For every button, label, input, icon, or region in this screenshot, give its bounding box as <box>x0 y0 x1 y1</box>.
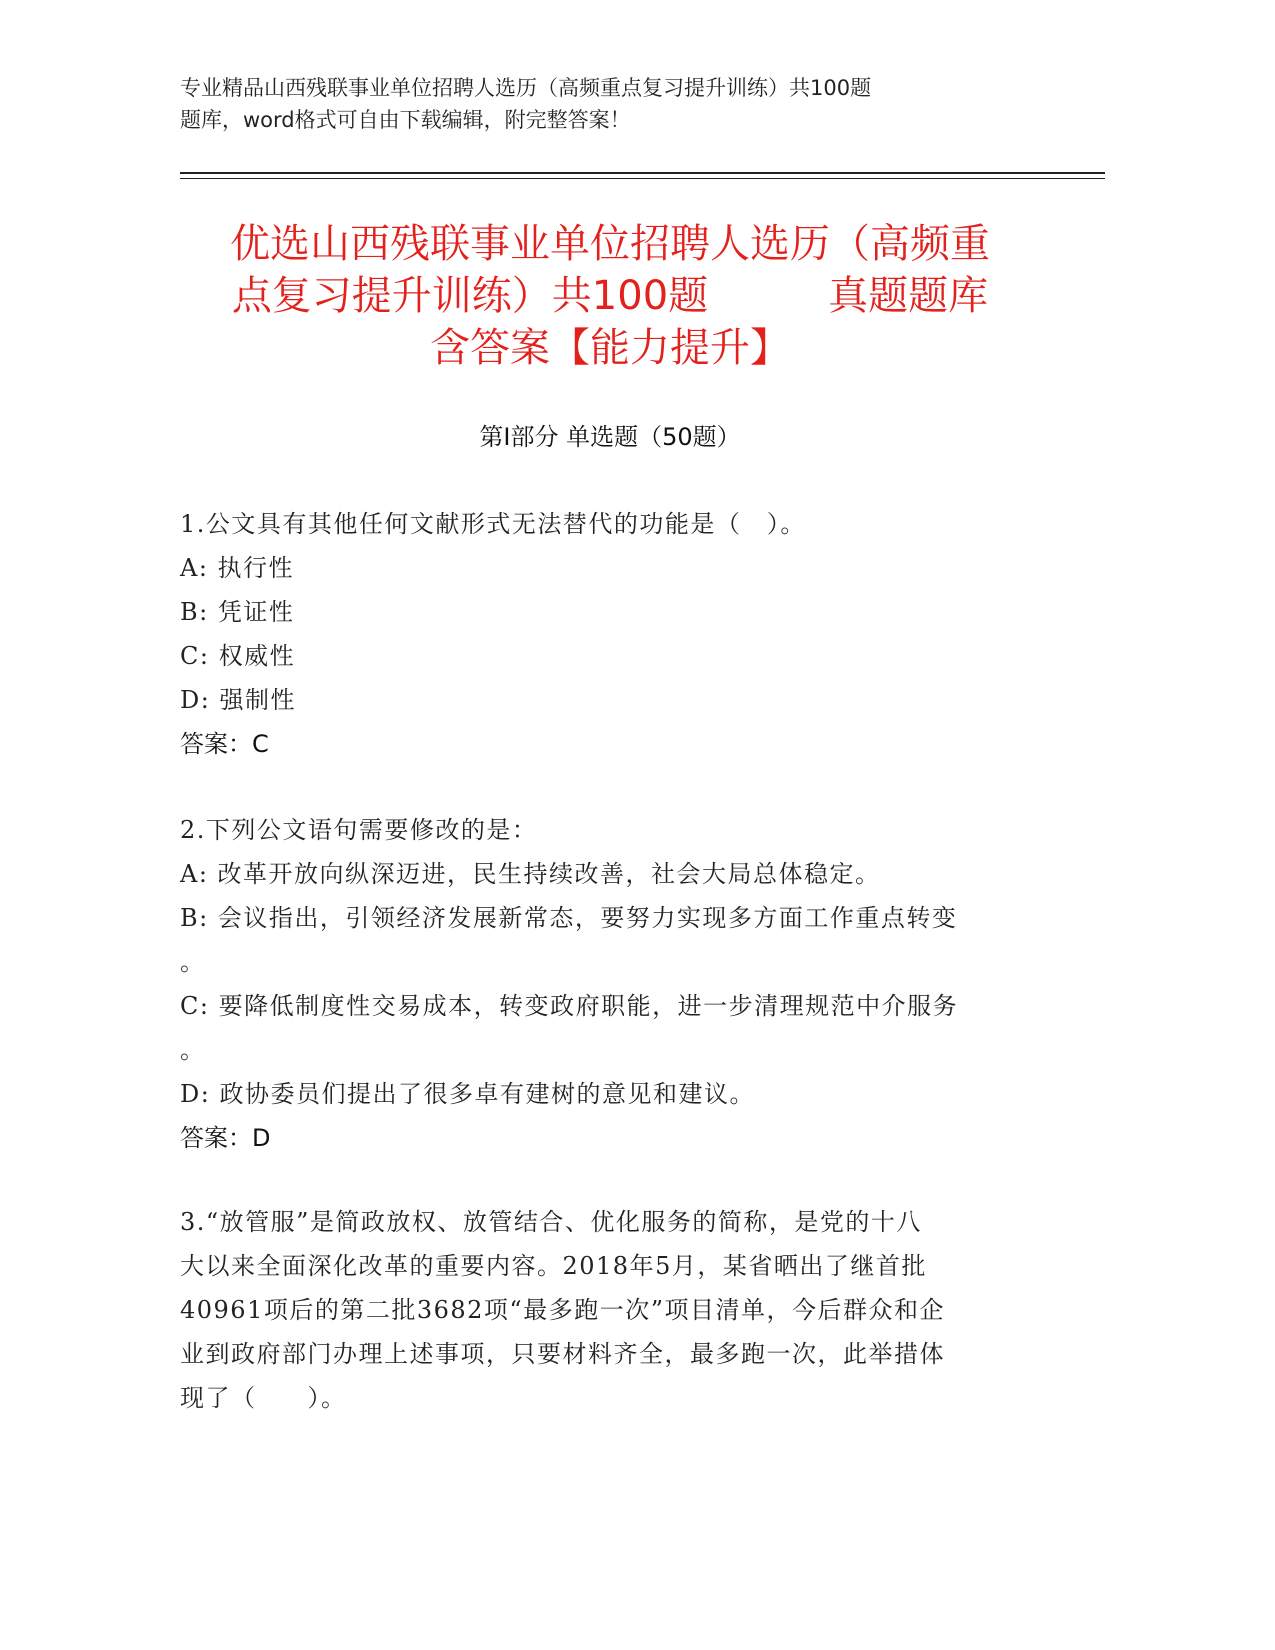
title-line-2-part-1: 点复习提升训练）共100题 <box>231 273 709 319</box>
title-line-1: 优选山西残联事业单位招聘人选历（高频重 <box>230 221 990 267</box>
question-2-stem: 2.下列公文语句需要修改的是： <box>180 816 538 844</box>
header-note-line-1: 专业精品山西残联事业单位招聘人选历（高频重点复习提升训练）共100题 <box>180 76 872 100</box>
question-1-option-c: C: 权威性 <box>180 642 296 670</box>
question-3 <box>180 1200 1030 1420</box>
header-note-line-2: 题库，word格式可自由下载编辑，附完整答案！ <box>180 108 631 132</box>
question-1-option-a: A: 执行性 <box>180 554 295 582</box>
question-2-answer: 答案：D <box>180 1124 271 1152</box>
question-1-option-b: B: 凭证性 <box>180 598 295 626</box>
question-1-stem: 1.公文具有其他任何文献形式无法替代的功能是（ ）。 <box>180 510 806 538</box>
question-2-option-c-continuation: 。 <box>180 1036 206 1064</box>
title-line-3: 含答案【能力提升】 <box>430 325 790 371</box>
document-header-note <box>180 72 1010 136</box>
question-2 <box>180 808 1030 1160</box>
question-3-stem-line-5: 现了（ ）。 <box>180 1384 347 1412</box>
title-line-2 <box>180 270 1040 322</box>
question-1-option-d: D: 强制性 <box>180 686 296 714</box>
question-2-option-a: A: 改革开放向纵深迈进，民生持续改善，社会大局总体稳定。 <box>180 860 881 888</box>
header-divider-thick <box>180 172 1105 174</box>
question-2-option-b-continuation: 。 <box>180 948 206 976</box>
question-2-option-c: C: 要降低制度性交易成本，转变政府职能，进一步清理规范中介服务 <box>180 992 959 1020</box>
document-title <box>180 218 1040 374</box>
question-3-stem-line-1: 3.“放管服”是简政放权、放管结合、优化服务的简称，是党的十八 <box>180 1208 922 1236</box>
question-3-stem-line-2: 大以来全面深化改革的重要内容。2018年5月，某省晒出了继首批 <box>180 1252 927 1280</box>
question-2-option-d: D: 政协委员们提出了很多卓有建树的意见和建议。 <box>180 1080 755 1108</box>
title-line-2-part-2: 真题题库 <box>828 273 989 319</box>
header-divider-thin <box>180 178 1105 179</box>
question-1 <box>180 502 1030 766</box>
question-3-stem-line-3: 40961项后的第二批3682项“最多跑一次”项目清单，今后群众和企 <box>180 1296 945 1324</box>
question-1-answer: 答案：C <box>180 730 269 758</box>
section-title: 第I部分 单选题（50题） <box>479 423 741 451</box>
question-2-option-b: B: 会议指出，引领经济发展新常态，要努力实现多方面工作重点转变 <box>180 904 958 932</box>
question-3-stem-line-4: 业到政府部门办理上述事项，只要材料齐全，最多跑一次，此举措体 <box>180 1340 945 1368</box>
